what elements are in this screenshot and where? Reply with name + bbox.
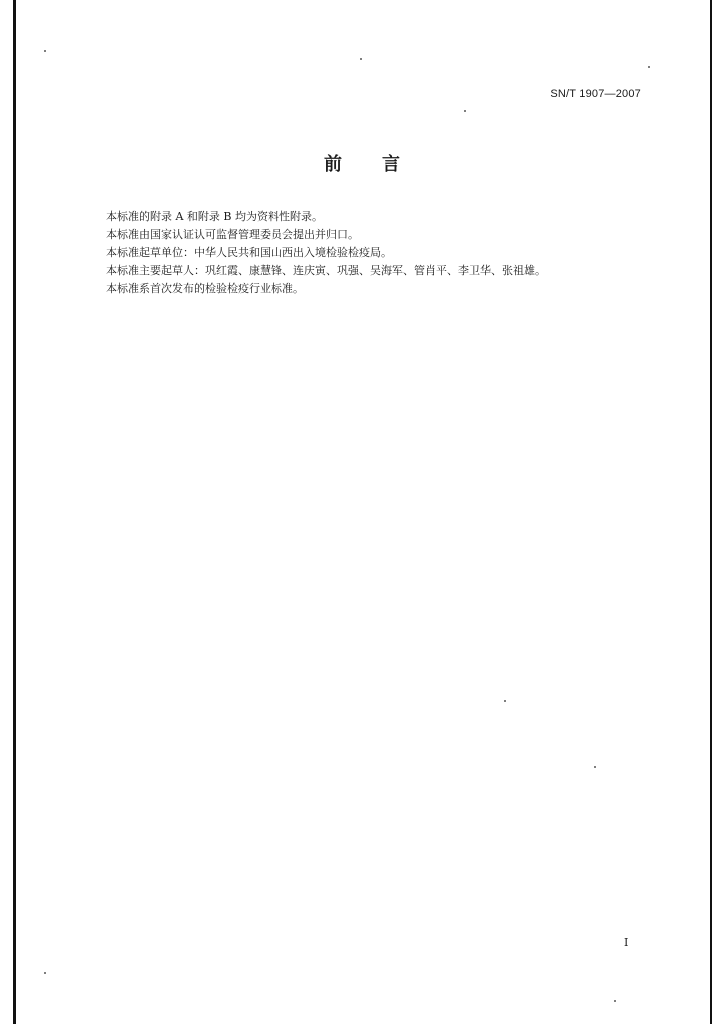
paragraph-appendix: 本标准的附录 A 和附录 B 均为资料性附录。 <box>106 210 324 223</box>
scan-speck <box>44 972 46 974</box>
page-number: I <box>624 936 629 949</box>
paragraph-proposer: 本标准由国家认证认可监督管理委员会提出并归口。 <box>106 228 359 241</box>
standard-code: SN/T 1907—2007 <box>550 88 641 100</box>
paragraph-first-release: 本标准系首次发布的检验检疫行业标准。 <box>106 282 304 295</box>
foreword-body <box>106 208 666 298</box>
scan-speck <box>648 66 650 68</box>
page-title <box>0 150 722 176</box>
scan-speck <box>360 58 362 60</box>
scan-speck <box>464 110 466 112</box>
paragraph-drafters: 本标准主要起草人：巩红霞、康慧锋、连庆寅、巩强、吴海军、管肖平、李卫华、张祖雄。 <box>106 264 546 277</box>
scan-speck <box>614 1000 616 1002</box>
scan-speck <box>594 766 596 768</box>
page-title-text: 前言 <box>324 154 440 175</box>
scan-speck <box>44 50 46 52</box>
scan-speck <box>504 700 506 702</box>
paragraph-drafting-unit: 本标准起草单位：中华人民共和国山西出入境检验检疫局。 <box>106 246 392 259</box>
